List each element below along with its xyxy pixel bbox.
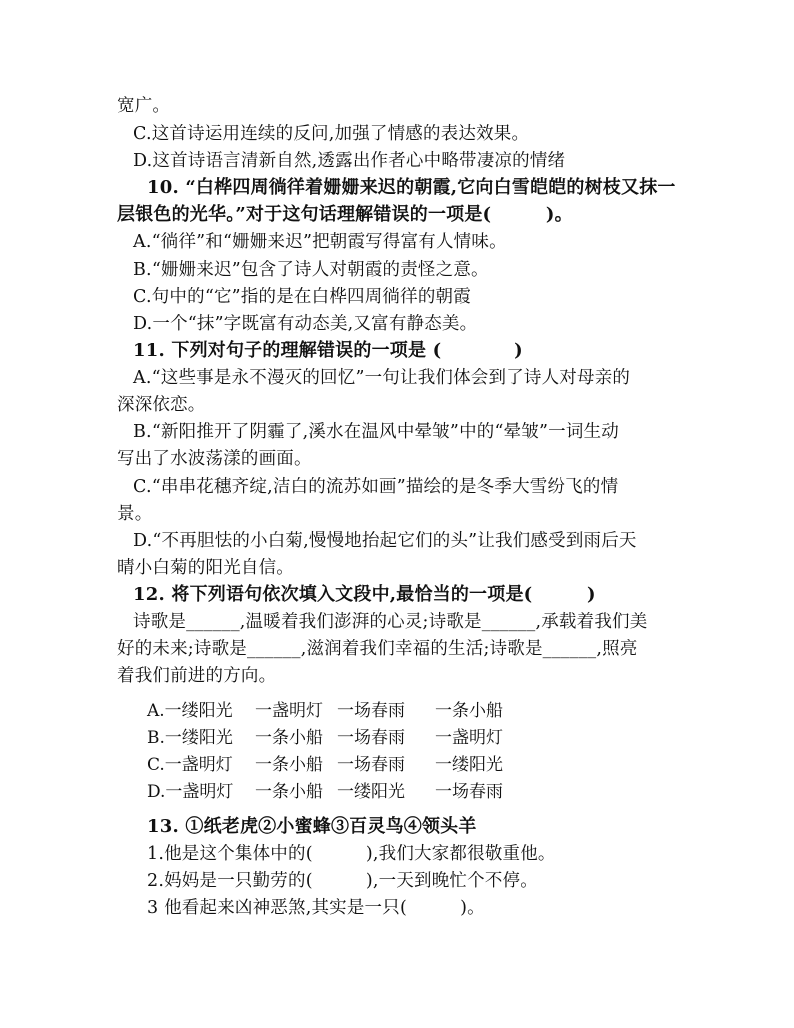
q11-option-c: C.“串串花穗齐绽,洁白的流苏如画”描绘的是冬季大雪纷飞的情 [133, 477, 619, 497]
q12-option-a [147, 699, 503, 723]
option-cell: 一场春雨 [435, 782, 503, 802]
q10-option-d: D.一个“抹”字既富有动态美,又富有静态美。 [133, 314, 478, 334]
option-cell: 一缕阳光 [435, 755, 503, 775]
option-cell: 一盏明灯 [435, 728, 503, 748]
q12-option-c [147, 753, 503, 777]
q13-item-3: 3 他看起来凶神恶煞,其实是一只( )。 [147, 898, 485, 918]
q9-option-d: D.这首诗语言清新自然,透露出作者心中略带凄凉的情绪 [133, 151, 566, 171]
q10-option-a: A.“徜徉”和“姗姗来迟”把朝霞写得富有人情味。 [133, 232, 507, 252]
q12-passage-line3: 着我们前进的方向。 [117, 666, 277, 686]
q9-option-c: C.这首诗运用连续的反问,加强了情感的表达效果。 [133, 124, 530, 144]
option-cell: 一条小船 [255, 755, 323, 775]
q12-passage-line1: 诗歌是______,温暖着我们澎湃的心灵;诗歌是______,承载着我们美 [133, 612, 648, 632]
q11-option-b-cont: 写出了水波荡漾的画面。 [117, 449, 312, 469]
option-cell: 一条小船 [435, 701, 503, 721]
q10-option-c: C.句中的“它”指的是在白桦四周徜徉的朝霞 [133, 287, 471, 307]
q12-passage-line2: 好的未来;诗歌是______,滋润着我们幸福的生活;诗歌是______,照亮 [117, 639, 638, 659]
q11-title: 11. 下列对句子的理解错误的一项是 ( ) [133, 340, 523, 361]
q10-option-b: B.“姗姗来迟”包含了诗人对朝霞的责怪之意。 [133, 260, 489, 280]
option-cell: 一场春雨 [337, 755, 405, 775]
q12-title: 12. 将下列语句依次填入文段中,最恰当的一项是( ) [133, 584, 596, 605]
option-cell: 一缕阳光 [337, 782, 405, 802]
q11-option-d: D.“不再胆怯的小白菊,慢慢地抬起它们的头”让我们感受到雨后天 [133, 531, 637, 551]
option-cell: A.一缕阳光 [147, 701, 233, 721]
q11-option-c-cont: 景。 [117, 504, 153, 524]
q12-option-d [147, 780, 503, 804]
q10-title-line1: 10. “白桦四周徜徉着姗姗来迟的朝霞,它向白雪皑皑的树枝又抹一 [147, 177, 676, 198]
q13-title: 13. ①纸老虎②小蜜蜂③百灵鸟④领头羊 [147, 816, 477, 837]
q11-option-d-cont: 晴小白菊的阳光自信。 [117, 558, 294, 578]
option-cell: C.一盏明灯 [147, 755, 233, 775]
q12-option-b [147, 726, 503, 750]
q11-option-a: A.“这些事是永不漫灭的回忆”一句让我们体会到了诗人对母亲的 [133, 368, 631, 388]
q10-title-line2: 层银色的光华。”对于这句话理解错误的一项是( )。 [117, 204, 573, 225]
option-cell: 一场春雨 [337, 728, 405, 748]
text-line: 宽广。 [117, 96, 171, 116]
option-cell: 一条小船 [255, 782, 323, 802]
q11-option-b: B.“新阳推开了阴霾了,溪水在温风中晕皱”中的“晕皱”一词生动 [133, 422, 619, 442]
q13-item-1: 1.他是这个集体中的( ),我们大家都很敬重他。 [147, 844, 556, 864]
option-cell: B.一缕阳光 [147, 728, 233, 748]
option-cell: 一场春雨 [337, 701, 405, 721]
q11-option-a-cont: 深深依恋。 [117, 395, 206, 415]
option-cell: 一盏明灯 [255, 701, 323, 721]
option-cell: D.一盏明灯 [147, 782, 234, 802]
option-cell: 一条小船 [255, 728, 323, 748]
q13-item-2: 2.妈妈是一只勤劳的( ),一天到晚忙个不停。 [147, 871, 538, 891]
